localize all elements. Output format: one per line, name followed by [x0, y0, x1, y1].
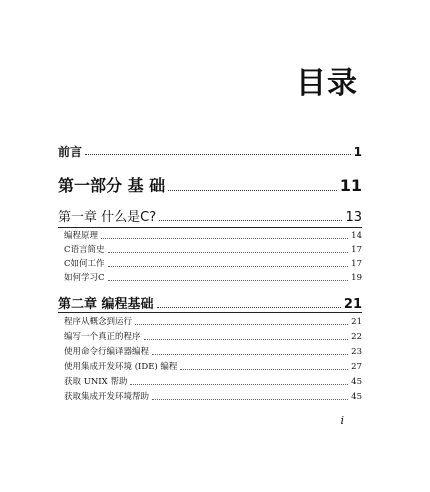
dot-leader [180, 368, 348, 370]
toc-entry-chapter-1[interactable] [58, 211, 362, 224]
toc-entry-preface[interactable] [58, 146, 362, 158]
entry-page-number: 22 [351, 332, 362, 342]
dot-leader [130, 383, 348, 385]
entry-page-number: 19 [351, 273, 362, 283]
chapter-rule [58, 227, 362, 228]
toc-entry-section[interactable] [64, 333, 362, 342]
entry-page-number: 45 [351, 392, 362, 402]
entry-label: C语言简史 [64, 245, 105, 255]
dot-leader [85, 153, 351, 155]
dot-leader [101, 237, 348, 239]
entry-label: 第一章 什么是C? [58, 210, 157, 225]
entry-label: 第二章 编程基础 [58, 297, 154, 312]
dot-leader [108, 279, 349, 281]
entry-page-number: 17 [351, 245, 362, 255]
entry-label: 如何学习C [64, 273, 105, 283]
toc-entry-section[interactable] [64, 318, 362, 327]
toc-entry-section[interactable] [64, 232, 362, 241]
dot-leader [152, 398, 348, 400]
dot-leader [135, 323, 348, 325]
page-folio: i [340, 414, 344, 427]
page-title: 目录 [296, 66, 358, 101]
entry-page-number: 27 [351, 362, 362, 372]
dot-leader [152, 353, 348, 355]
dot-leader [108, 251, 349, 253]
dot-leader [159, 219, 342, 221]
toc-entry-section[interactable] [64, 260, 362, 269]
dot-leader [108, 265, 349, 267]
entry-label: 程序从概念到运行 [64, 317, 133, 327]
chapter-rule [58, 312, 362, 313]
entry-page-number: 17 [351, 259, 362, 269]
dot-leader [168, 189, 337, 191]
entry-label: 获取 UNIX 帮助 [64, 377, 128, 387]
entry-label: 第一部分 基 础 [58, 176, 166, 195]
entry-label: 编程原理 [64, 231, 99, 241]
entry-page-number: 21 [351, 317, 362, 327]
toc-entry-section[interactable] [64, 246, 362, 255]
toc-entry-section[interactable] [64, 393, 362, 402]
toc-entry-section[interactable] [64, 363, 362, 372]
entry-page-number: 11 [339, 176, 362, 195]
toc-entry-section[interactable] [64, 274, 362, 283]
entry-label: 获取集成开发环境帮助 [64, 392, 150, 402]
entry-label: 使用集成开发环境 (IDE) 编程 [64, 362, 178, 372]
entry-label: C如何工作 [64, 259, 105, 269]
toc-entry-part-1[interactable] [58, 178, 362, 194]
entry-page-number: 23 [351, 347, 362, 357]
entry-page-number: 21 [343, 297, 362, 312]
entry-page-number: 13 [345, 210, 362, 225]
entry-page-number: 45 [351, 377, 362, 387]
entry-page-number: 14 [351, 231, 362, 241]
entry-label: 前言 [58, 145, 83, 159]
entry-page-number: 1 [353, 145, 362, 159]
entry-label: 使用命令行编译器编程 [64, 347, 150, 357]
toc-entry-section[interactable] [64, 348, 362, 357]
dot-leader [157, 306, 341, 308]
entry-label: 编写一个真正的程序 [64, 332, 141, 342]
dot-leader [144, 338, 349, 340]
toc-entry-chapter-2[interactable] [58, 298, 362, 311]
toc-entry-section[interactable] [64, 378, 362, 387]
